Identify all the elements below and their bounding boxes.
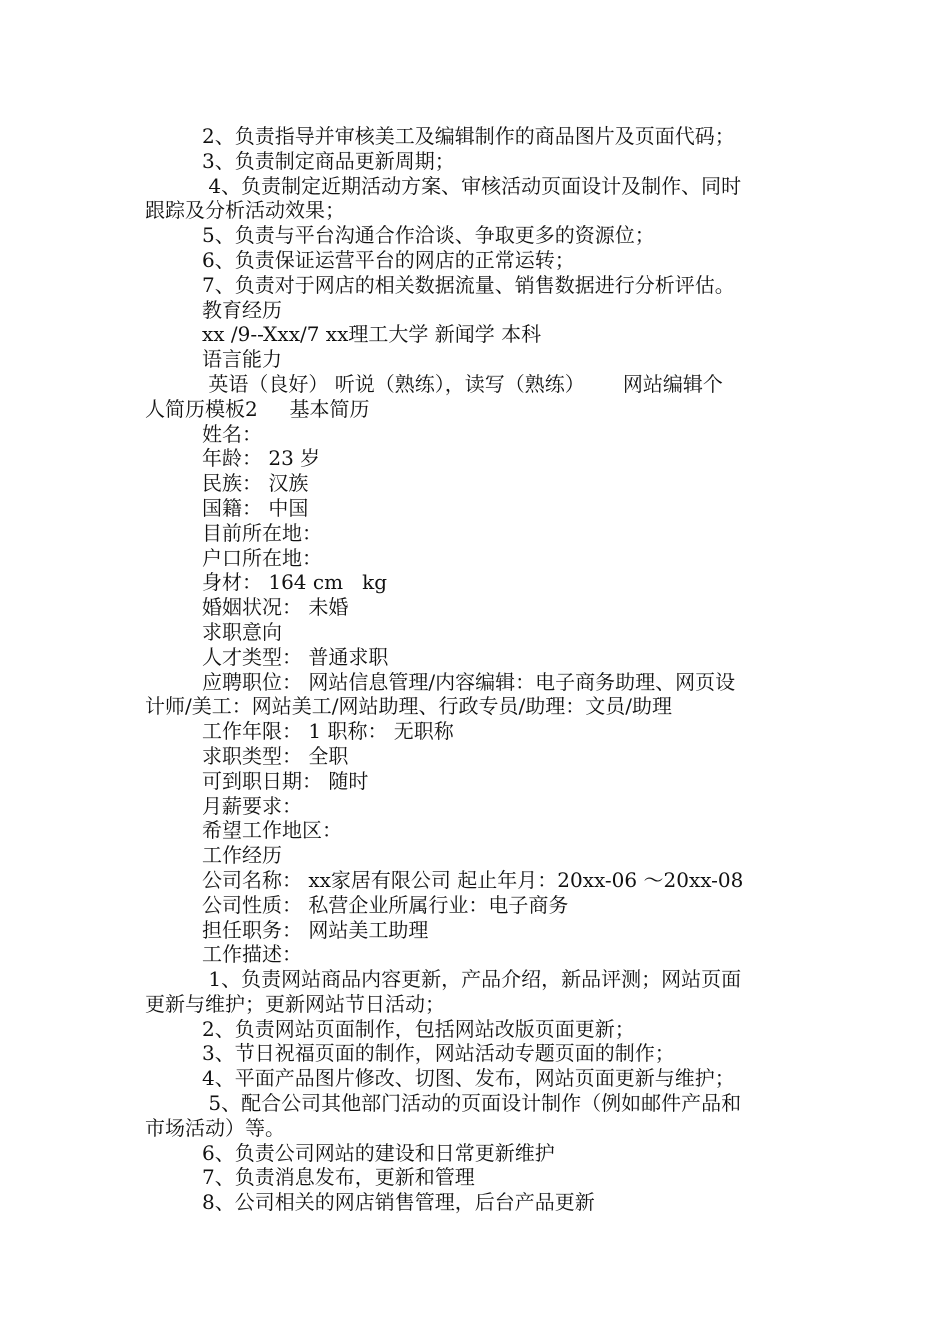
resume-text-body: [145, 124, 810, 1215]
text-line: 5、配合公司其他部门活动的页面设计制作（例如邮件产品和: [202, 1091, 742, 1116]
text-line: 7、负责对于网店的相关数据流量、销售数据进行分析评估。: [202, 272, 735, 297]
text-line: 4、负责制定近期活动方案、审核活动页面设计及制作、同时: [202, 173, 742, 198]
text-line: 求职意向: [202, 619, 282, 644]
text-line: 公司名称： xx家居有限公司 起止年月：20xx-06 ～20xx-08: [202, 867, 744, 892]
text-line: 7、负责消息发布，更新和管理: [202, 1165, 475, 1190]
text-line: 教育经历: [202, 297, 282, 322]
text-line: 月薪要求：: [202, 793, 302, 818]
text-line: 婚姻状况： 未婚: [202, 595, 349, 620]
text-line: xx /9--Xxx/7 xx理工大学 新闻学 本科: [202, 322, 542, 347]
text-line: 身材： 164 cm kg: [202, 570, 388, 595]
text-line: 5、负责与平台沟通合作洽谈、争取更多的资源位；: [202, 223, 655, 248]
text-line: 市场活动）等。: [145, 1115, 285, 1140]
text-line: 年龄： 23 岁: [202, 446, 321, 471]
text-line: 2、负责指导并审核美工及编辑制作的商品图片及页面代码；: [202, 124, 735, 148]
text-line: 2、负责网站页面制作，包括网站改版页面更新；: [202, 1016, 635, 1041]
text-line: 求职类型： 全职: [202, 743, 349, 768]
text-line: 1、负责网站商品内容更新，产品介绍，新品评测；网站页面: [202, 967, 742, 992]
text-line: 语言能力: [202, 347, 282, 372]
text-line: 3、负责制定商品更新周期；: [202, 148, 455, 173]
text-line: 工作经历: [202, 843, 282, 868]
text-line: 6、负责保证运营平台的网店的正常运转；: [202, 247, 575, 272]
text-line: 更新与维护；更新网站节日活动；: [145, 991, 445, 1016]
text-line: 民族： 汉族: [202, 471, 309, 496]
text-line: 6、负责公司网站的建设和日常更新维护: [202, 1140, 555, 1165]
text-line: 可到职日期： 随时: [202, 768, 369, 793]
text-line: 姓名：: [202, 421, 262, 446]
text-line: 工作年限： 1 职称： 无职称: [202, 719, 454, 744]
text-line: 人才类型： 普通求职: [202, 644, 389, 669]
text-line: 计师/美工：网站美工/网站助理、行政专员/助理：文员/助理: [145, 694, 672, 719]
text-line: 担任职务： 网站美工助理: [202, 917, 429, 942]
text-line: 希望工作地区：: [202, 818, 342, 843]
text-line: 户口所在地：: [202, 545, 322, 570]
text-line: 公司性质： 私营企业所属行业：电子商务: [202, 892, 569, 917]
text-line: 应聘职位： 网站信息管理/内容编辑：电子商务助理、网页设: [202, 669, 736, 694]
text-line: 英语（良好） 听说（熟练），读写（熟练） 网站编辑个: [202, 371, 723, 396]
text-line: 3、节日祝福页面的制作，网站活动专题页面的制作；: [202, 1041, 675, 1066]
text-line: 国籍： 中国: [202, 495, 309, 520]
text-line: 人简历模板2 基本简历: [145, 396, 370, 421]
text-line: 跟踪及分析活动效果；: [145, 198, 345, 223]
text-line: 目前所在地：: [202, 520, 322, 545]
text-line: 4、平面产品图片修改、切图、发布，网站页面更新与维护；: [202, 1066, 735, 1091]
text-line: 工作描述：: [202, 942, 302, 967]
text-line: 8、公司相关的网店销售管理，后台产品更新: [202, 1190, 595, 1215]
